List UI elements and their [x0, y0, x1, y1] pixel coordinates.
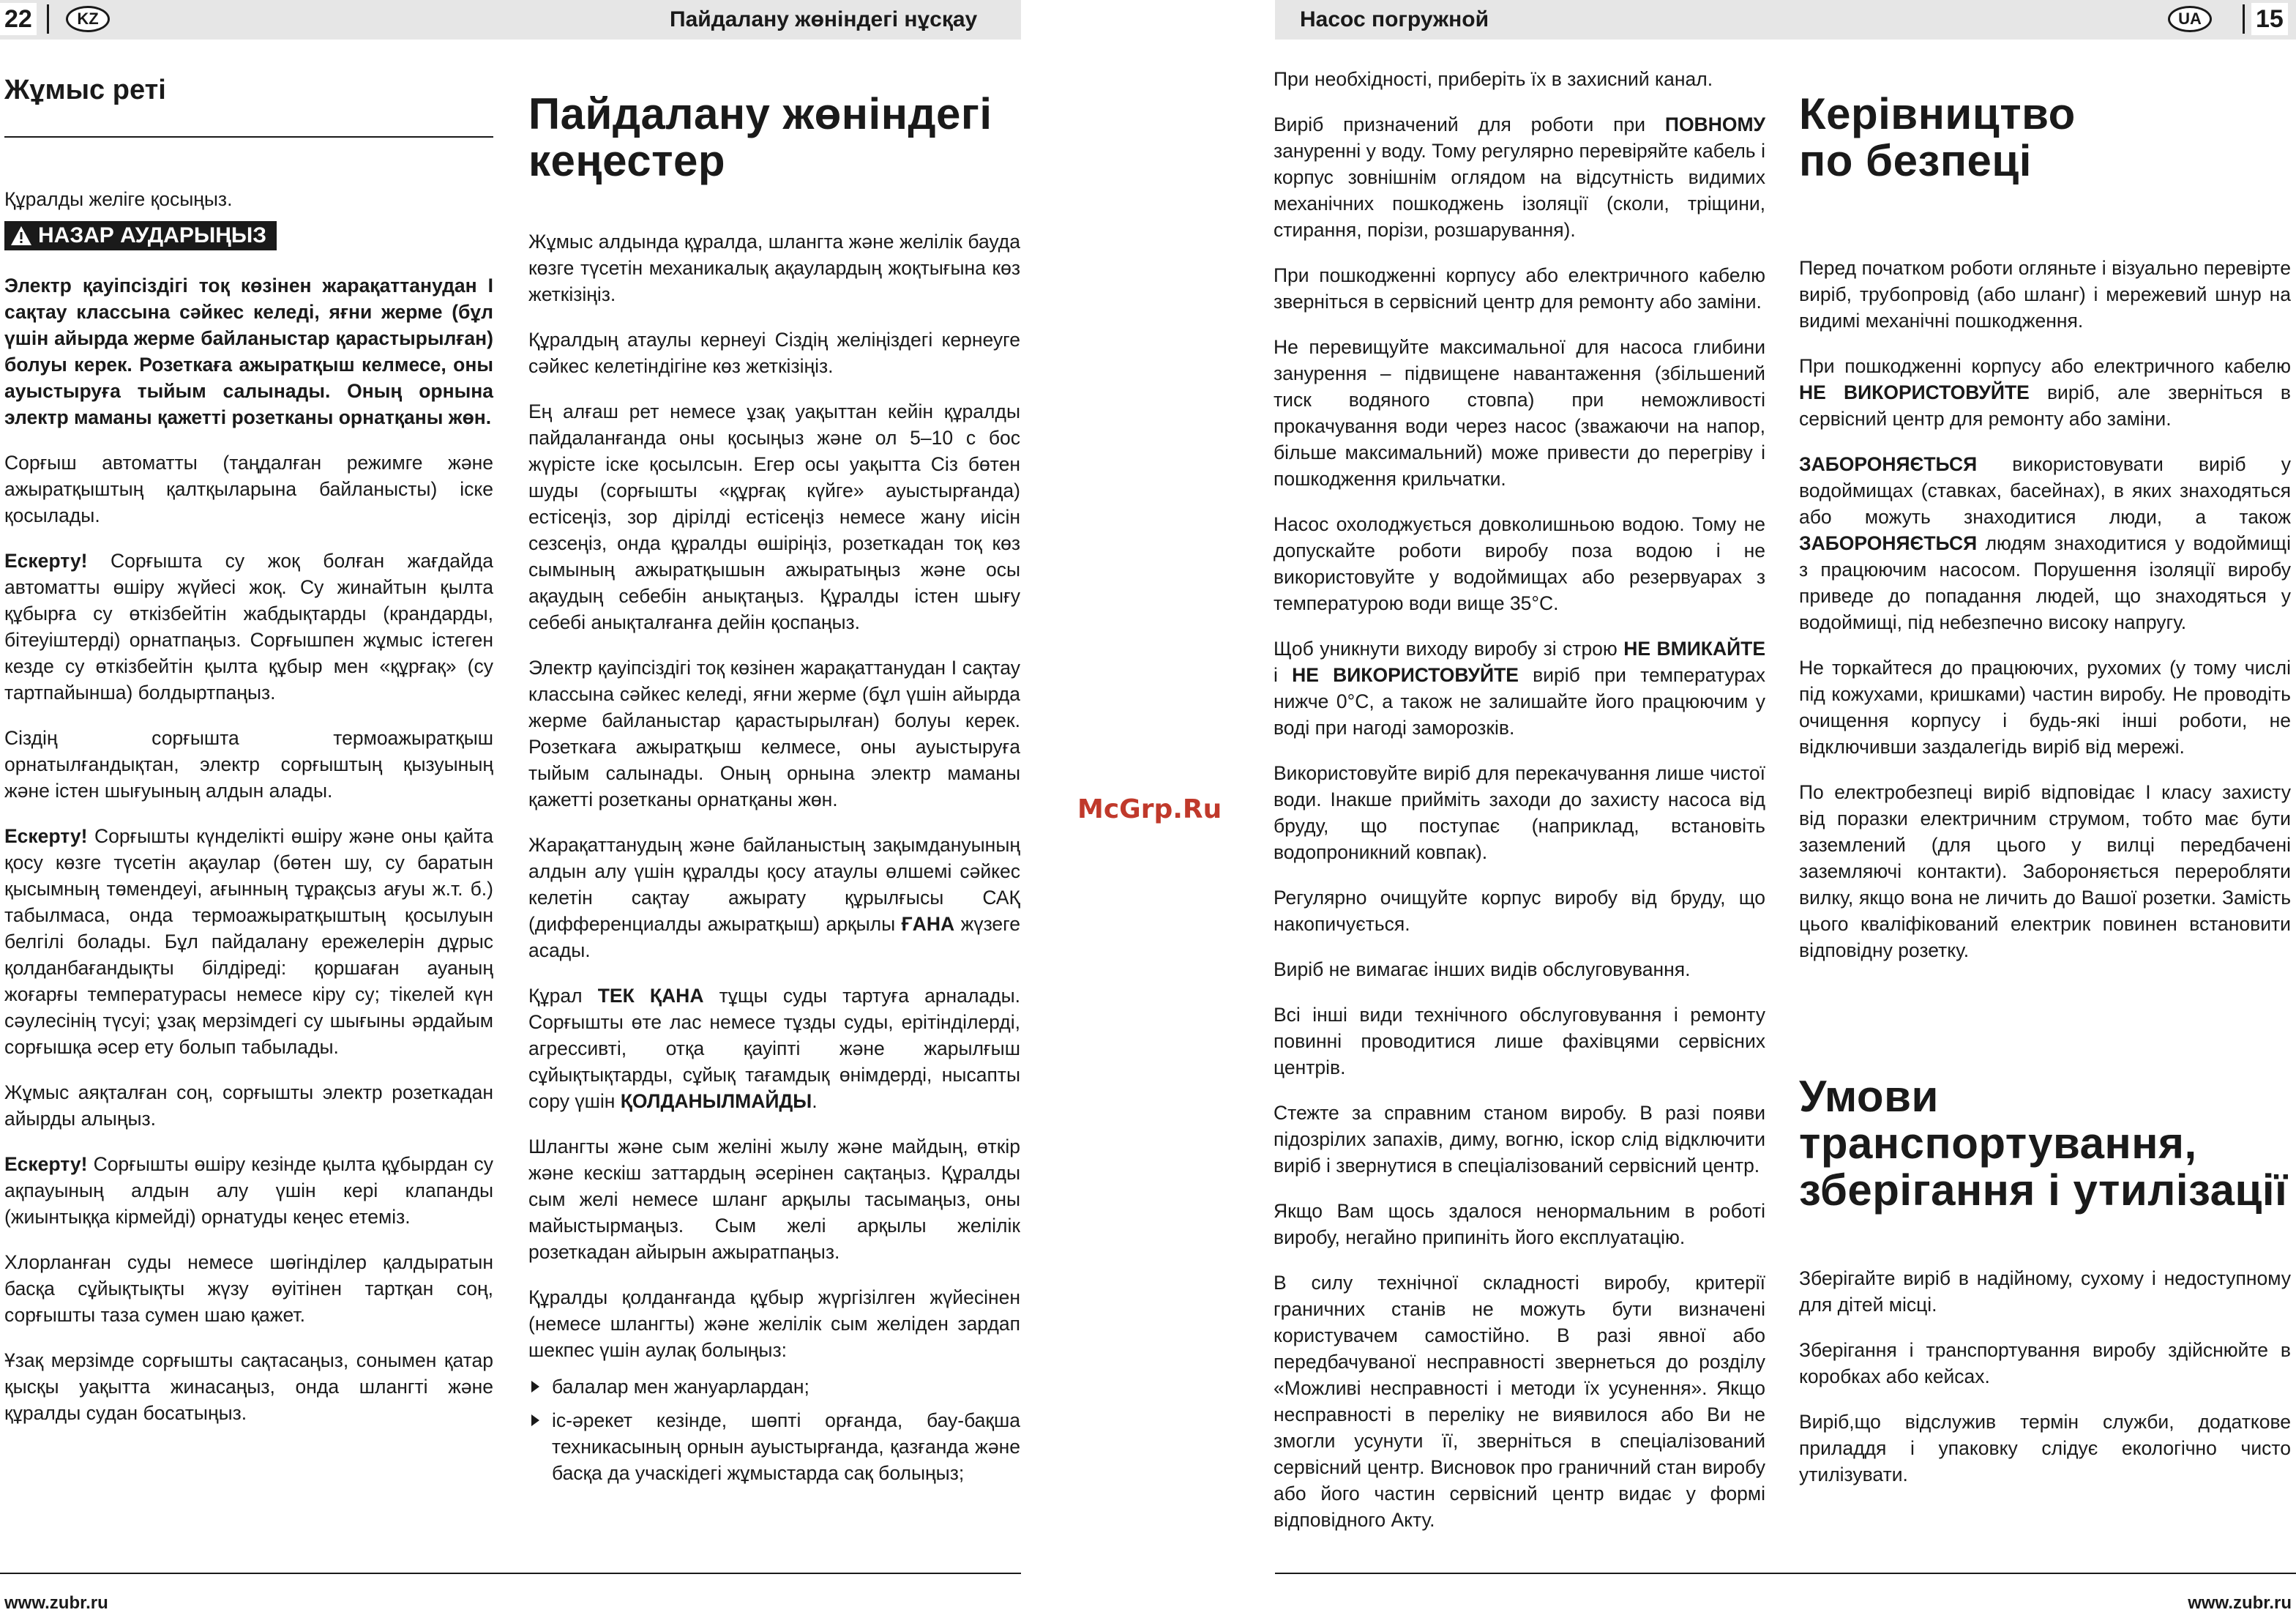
right-header-title: Насос погружной	[1300, 7, 1489, 31]
section-rule	[4, 136, 493, 138]
usage-tips-title: Пайдалану жөніндегі кеңестер	[528, 89, 992, 185]
left-page-number: 22	[0, 3, 37, 35]
right-footer-url: www.zubr.ru	[2188, 1593, 2292, 1613]
paragraph: Регулярно очищуйте корпус виробу від бруду, що накопичується.	[1274, 887, 1765, 935]
paragraph: Щоб уникнути виходу виробу зі строю НЕ ВМИКАЙТЕ і НЕ ВИКОРИСТОВУЙТЕ виріб при температурах нижче 0°С, а також не залишайте його працюючим у воді при нагоді заморозків.	[1274, 638, 1765, 739]
paragraph: По електробезпеці виріб відповідає І класу захисту від поразки електричним струмом, тобто має бути заземлений (для цього у вилці передбачені заземляючі контакти). Забороняється переробляти вилку, якщо вона не личить до Вашої розетки. Замість цього кваліфікований електрик повинен встановити відповідну розетку.	[1799, 781, 2291, 961]
bullet-item: іс-әрекет кезінде, шөпті орғанда, бау-бақша техникасының орнын ауыстырғанда, қазғанда және басқа да учаскідегі жұмыстарда сақ болыңыз;	[528, 1407, 1020, 1486]
paragraph: Використовуйте виріб для перекачування лише чистої води. Інакше прийміть заходи до захисту насоса від бруду, що поступає (наприклад, встановіть водопроникний ковпак).	[1274, 762, 1765, 863]
paragraph: Насос охолоджується довколишньою водою. Тому не допускайте роботи виробу поза водою і не використовуйте у водоймищах або резервуарах з температурою води вище 35°С.	[1274, 513, 1765, 614]
note-paragraph: Ескерту! Сорғышты күнделікті өшіру және оны қайта қосу көзге түсетін ақаулар (бөтен шу, су баратын қысымның төмендеуі, ағынның тұрақсыз ағуы ж.т. б.) табылмаса, онда термоажыратқыштың қосылуын белгілі болады. Бұл пайдалану ережелерін дұрыс қолданбағандықты білдіреді: қоршаған ауаның жоғарғы температурасы немесе кіру су; тікелей күн сәулесінің түсуі; ұзақ мерзімдегі су шығыны әрдайым сорғышқа әсер ету болып табылады.	[4, 825, 493, 1058]
kz-column-usage-tips	[528, 91, 1020, 1505]
warning-text: Электр қауіпсіздігі тоқ көзінен жарақаттанудан І сақтау классына сәйкес келеді, яғни жерме (бұл үшін айырда жерме байланыстар қарастырылған) болуы керек. Розеткаға ажыратқыш келмесе, оны ауыстыруға тыйым салынады. Оның орнына электр маманы қажетті розетканы орнатқаны жөн.	[4, 275, 493, 428]
paragraph: Перед початком роботи огляньте і візуально перевірте виріб, трубопровід (або шланг) і мережевий шнур на видимі механічні пошкодження.	[1799, 257, 2291, 332]
paragraph: Виріб,що відслужив термін служби, додаткове приладдя і упаковку слідує екологічно чисто утилізувати.	[1799, 1411, 2291, 1485]
paragraph: Электр қауіпсіздігі тоқ көзінен жарақаттанудан І сақтау классына сәйкес келеді, яғни жерме (бұл үшін айырда жерме байланыстар қарастырылған) болуы керек. Розеткаға ажыратқыш келмесе, оны ауыстыруға тыйым салынады. Оның орнына электр маманы қажетті розетканы орнатқаны жөн.	[528, 657, 1020, 810]
paragraph: Құралды қолданғанда құбыр жүргізілген жүйесінен (немесе шлангты) және желілік сым желіден зардап шекпес үшін аулақ болыңыз:	[528, 1286, 1020, 1361]
ua-column-safety	[1799, 91, 2291, 1507]
safety-title: Керівництво по безпеці	[1799, 89, 2076, 185]
section-title-work-order: Жұмыс реті	[4, 75, 166, 105]
paragraph: Виріб не вимагає інших видів обслуговування.	[1274, 958, 1691, 980]
ua-column-maintenance	[1274, 66, 1765, 1552]
paragraph: Не перевищуйте максимальної для насоса глибини занурення – підвищене навантаження (збільшений тиск водяного стовпа) при неможливості прокачування води через насос (зважаючи на напор, більше максимальний) може привести до перегріву і пошкодження крильчатки.	[1274, 336, 1765, 490]
paragraph: Стежте за справним станом виробу. В разі появи підозрілих запахів, диму, вогню, іскор слід відключити виріб і звернутися в спеціалізований сервісний центр.	[1274, 1102, 1765, 1177]
left-footer-rule	[0, 1573, 1021, 1574]
warning-banner	[4, 221, 277, 250]
paragraph: Шлангты және сым желіні жылу және майдың, өткір және кескіш заттардың әсерінен сақтаңыз. Құралды сым желі немесе шланг арқылы тасымаңыз, оны майыстырмаңыз. Сым желі арқылы желілік розеткадан айырын ажыратпаңыз.	[528, 1136, 1020, 1263]
right-lang-badge: UA	[2168, 6, 2212, 32]
left-header-divider	[47, 4, 49, 34]
left-lang-badge: KZ	[66, 6, 110, 32]
warning-triangle-icon	[10, 225, 32, 246]
paragraph: Сорғыш автоматты (таңдалған режимге және ажыратқыштың қалтқыларына байланысты) іске қосылады.	[4, 452, 493, 526]
right-page-number: 15	[2251, 3, 2288, 35]
paragraph: Не торкайтеся до працюючих, рухомих (у тому числі під кожухами, кришками) частин виробу. Не проводіть очищення корпусу і будь-які інші роботи, не відключивши заздалегідь виріб від мережі.	[1799, 657, 2291, 758]
paragraph: Құралдың атаулы кернеуі Сіздің желіңіздегі кернеуге сәйкес келетіндігіне көз жеткізіңіз.	[528, 329, 1020, 377]
left-header-title: Пайдалану жөніндегі нұсқау	[670, 7, 978, 31]
right-header-divider	[2243, 4, 2245, 34]
kz-column-work-order	[4, 73, 493, 1445]
left-footer-url: www.zubr.ru	[4, 1593, 108, 1613]
paragraph: Зберігання і транспортування виробу здійснюйте в коробках або кейсах.	[1799, 1339, 2291, 1387]
paragraph: При пошкодженні корпусу або електричного кабелю НЕ ВИКОРИСТОВУЙТЕ виріб, але зверніться в сервісний центр для ремонту або заміни.	[1799, 355, 2291, 430]
note-paragraph: Ескерту! Сорғышта су жоқ болған жағдайда автоматты өшіру жүйесі жоқ. Су жинайтын қылта құбырға су өткізбейтін жабдықтарды (крандарды, бітеуіштерді) орнатпаңыз. Сорғышпен жұмыс істеген кезде су өткізбейтін қылта құбыр мен «құрғақ» (су тартпайынша) болдыртпаңыз.	[4, 550, 493, 704]
paragraph: Виріб призначений для роботи при ПОВНОМУ зануренні у воду. Тому регулярно перевіряйте кабель і корпус зовнішнім оглядом на відсутність видимих механічних пошкоджень ізоляції (сколи, тріщини, стирання, порізи, розшарування).	[1274, 113, 1765, 241]
paragraph: Ұзақ мерзімде сорғышты сақтасаңыз, сонымен қатар қысқы уақытта жинасаңыз, онда шлангті және құралды судан босатыңыз.	[4, 1349, 493, 1424]
paragraph: При пошкодженні корпусу або електричного кабелю зверніться в сервісний центр для ремонту або заміни.	[1274, 264, 1765, 313]
paragraph: Всі інші види технічного обслуговування і ремонту повинні проводитися лише фахівцями сервісних центрів.	[1274, 1004, 1765, 1078]
bullet-item: балалар мен жануарлардан;	[528, 1373, 1020, 1400]
paragraph: Жұмыс алдында құралда, шлангта және желілік бауда көзге түсетін механикалық ақаулардың жоқтығына көз жеткізіңіз.	[528, 231, 1020, 305]
paragraph: При необхідності, приберіть їх в захисний канал.	[1274, 68, 1713, 90]
right-footer-rule	[1275, 1573, 2296, 1574]
paragraph: Ең алғаш рет немесе ұзақ уақыттан кейін құралды пайдаланғанда оны қосыңыз және ол 5–10 с бос жүрісте іске қосылсын. Егер осы уақытта Сіз бөтен шуды (сорғышты «құрғақ күйге» ауыстырғанда) естісеңіз, зор дірілді естісеңіз немесе жану иісін сезсеңіз, онда құралды өшіріңіз, розеткадан тоқ көз сымының ажыратқышын ажыратыңыз және осы ақаудың себебін анықтаңыз. Құралды істен шығу себебі анықталғанға дейін қоспаңыз.	[528, 400, 1020, 633]
paragraph: Құрал ТЕК ҚАНА тұщы суды тартуға арналады. Сорғышты өте лас немесе тұзды суды, ерітінділерді, агрессивті, отқа қауіпті және жарылғыш сұйықтықтарды, сұйық тағамдық өнімдерді, нысапты сору үшін ҚОЛДАНЫЛМАЙДЫ.	[528, 985, 1020, 1112]
paragraph: Хлорланған суды немесе шөгінділер қалдыратын басқа сұйықтықты жүзу өуітінен тартқан соң, сорғышты таза сумен шаю қажет.	[4, 1251, 493, 1326]
paragraph: Сіздің сорғышта термоажыратқыш орнатылғандықтан, электр сорғыштың қызуының және істен шығуының алдын алады.	[4, 727, 493, 802]
paragraph: Құралды желіге қосыңыз.	[4, 188, 233, 210]
warning-label: НАЗАР АУДАРЫҢЫЗ	[38, 223, 267, 247]
paragraph: ЗАБОРОНЯЄТЬСЯ використовувати виріб у водоймищах (ставках, басейнах), в яких знаходяться або можуть знаходитися люди, а також ЗАБОРОНЯЄТЬСЯ людям знаходитися у водоймищі з працюючим насосом. Порушення ізоляції виробу приведе до попадання людей, що знаходяться у водоймищі, під небезпечно високу напругу.	[1799, 453, 2291, 633]
paragraph: Якщо Вам щось здалося ненормальним в роботі виробу, негайно припиніть його експлуатацію.	[1274, 1200, 1765, 1248]
paragraph: Жарақаттанудың және байланыстың зақымдануының алдын алу үшін құралды қосу атаулы өлшемі сәйкес келетін сақтау ажырату құрылғысы САҚ (дифференциалды ажыратқыш) арқылы ҒАНА жүзеге асады.	[528, 834, 1020, 961]
watermark-text: McGrp.Ru	[1077, 794, 1222, 824]
paragraph: Жұмыс аяқталған соң, сорғышты электр розеткадан айырды алыңыз.	[4, 1081, 493, 1130]
paragraph: В силу технічної складності виробу, критерії граничних станів не можуть бути визначені користувачем самостійно. В разі явної або передбачуваної несправності звернеться до розділу «Можливі несправності і методи їх усунення». Якщо несправності в переліку не виявилося або Ви не змогли усунути її, зверніться в спеціалізований сервісний центр. Висновок про граничний стан виробу або його частин сервісний центр видає у формі відповідного Акту.	[1274, 1272, 1765, 1531]
note-paragraph: Ескерту! Сорғышты өшіру кезінде қылта құбырдан су ақпауының алдын алу үшін кері клапанды (жиынтыққа кірмейді) орнатуды кеңес етеміз.	[4, 1153, 493, 1228]
paragraph: Зберігайте виріб в надійному, сухому і недоступному для дітей місці.	[1799, 1267, 2291, 1316]
transport-storage-title: Умови транспортування, зберігання і утилізації	[1799, 1072, 2288, 1215]
